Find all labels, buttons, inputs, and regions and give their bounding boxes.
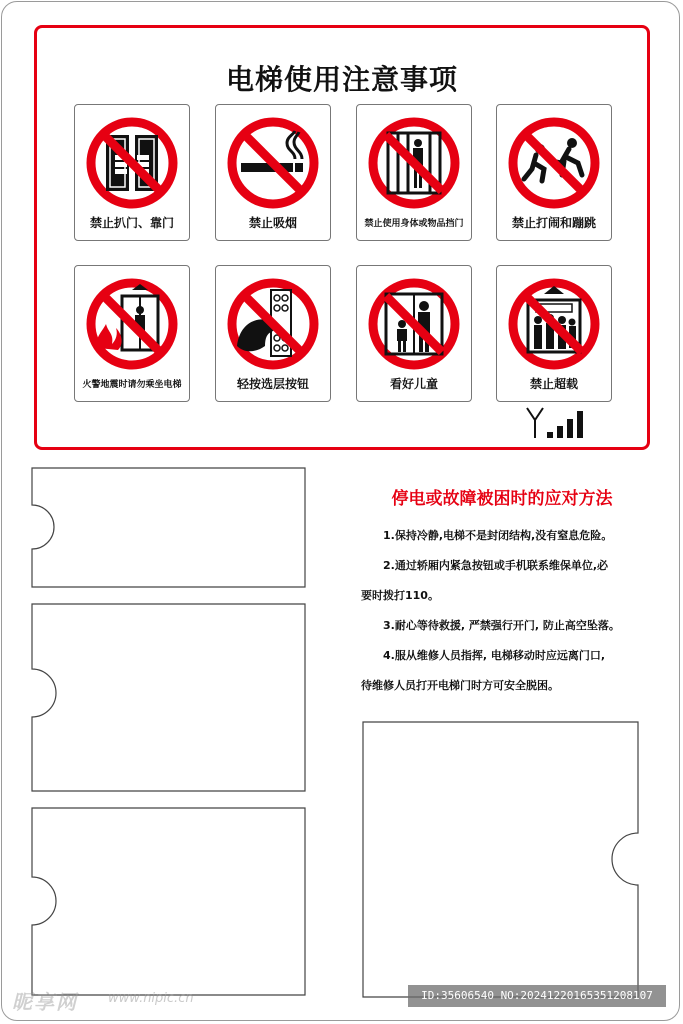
sign-card-no-blocking xyxy=(356,104,472,241)
sign-label: 禁止超载 xyxy=(529,377,578,391)
sign-card-watch-children xyxy=(356,265,472,402)
guide-line: 待维修人员打开电梯门时方可安全脱困。 xyxy=(361,679,559,692)
guide-line: 2.通过轿厢内紧急按钮或手机联系维保单位,必 xyxy=(383,559,609,572)
signal-strength-icon xyxy=(525,406,591,440)
watch-children-icon xyxy=(366,276,462,372)
no-overload-icon xyxy=(506,276,602,372)
sign-label: 看好儿童 xyxy=(389,377,438,391)
sign-card-fire-earthquake xyxy=(74,265,190,402)
no-jumping-icon xyxy=(506,115,602,211)
watermark-url: www.nipic.cn xyxy=(108,991,194,1006)
no-elevator-in-fire-icon xyxy=(84,276,180,372)
notice-panel xyxy=(34,25,650,450)
ad-frame-1 xyxy=(31,467,307,589)
guide-line: 1.保持冷静,电梯不是封闭结构,没有窒息危险。 xyxy=(383,529,613,542)
notice-title: 电梯使用注意事项 xyxy=(225,63,458,96)
sign-label: 禁止使用身体或物品挡门 xyxy=(364,219,464,229)
ad-frame-4 xyxy=(362,721,640,999)
sign-card-press-gently xyxy=(215,265,331,402)
sign-card-no-prying xyxy=(74,104,190,241)
sign-label: 轻按选层按钮 xyxy=(236,377,309,391)
sign-card-no-overload xyxy=(496,265,612,402)
ad-frame-3 xyxy=(31,807,307,997)
watermark-id: ID:35606540 NO:20241220165351208107 xyxy=(408,985,666,1007)
watermark-logo: 昵享网 xyxy=(12,990,78,1014)
guide-line: 要时拨打110。 xyxy=(361,589,439,602)
ad-frame-2 xyxy=(31,603,307,793)
sign-label: 禁止打闹和蹦跳 xyxy=(511,216,596,230)
sign-card-no-jumping xyxy=(496,104,612,241)
sign-label: 火警地震时请勿乘坐电梯 xyxy=(82,380,182,390)
guide-line: 4.服从维修人员指挥, 电梯移动时应远离门口, xyxy=(383,649,606,662)
no-blocking-door-icon xyxy=(366,115,462,211)
guide-line: 3.耐心等待救援, 严禁强行开门, 防止高空坠落。 xyxy=(383,619,620,632)
sign-label: 禁止扒门、靠门 xyxy=(89,216,174,230)
no-smoking-icon xyxy=(225,115,321,211)
sign-card-no-smoking xyxy=(215,104,331,241)
sign-label: 禁止吸烟 xyxy=(248,216,297,230)
press-button-gently-icon xyxy=(225,276,321,372)
no-prying-door-icon xyxy=(84,115,180,211)
guide-title: 停电或故障被困时的应对方法 xyxy=(391,489,613,509)
